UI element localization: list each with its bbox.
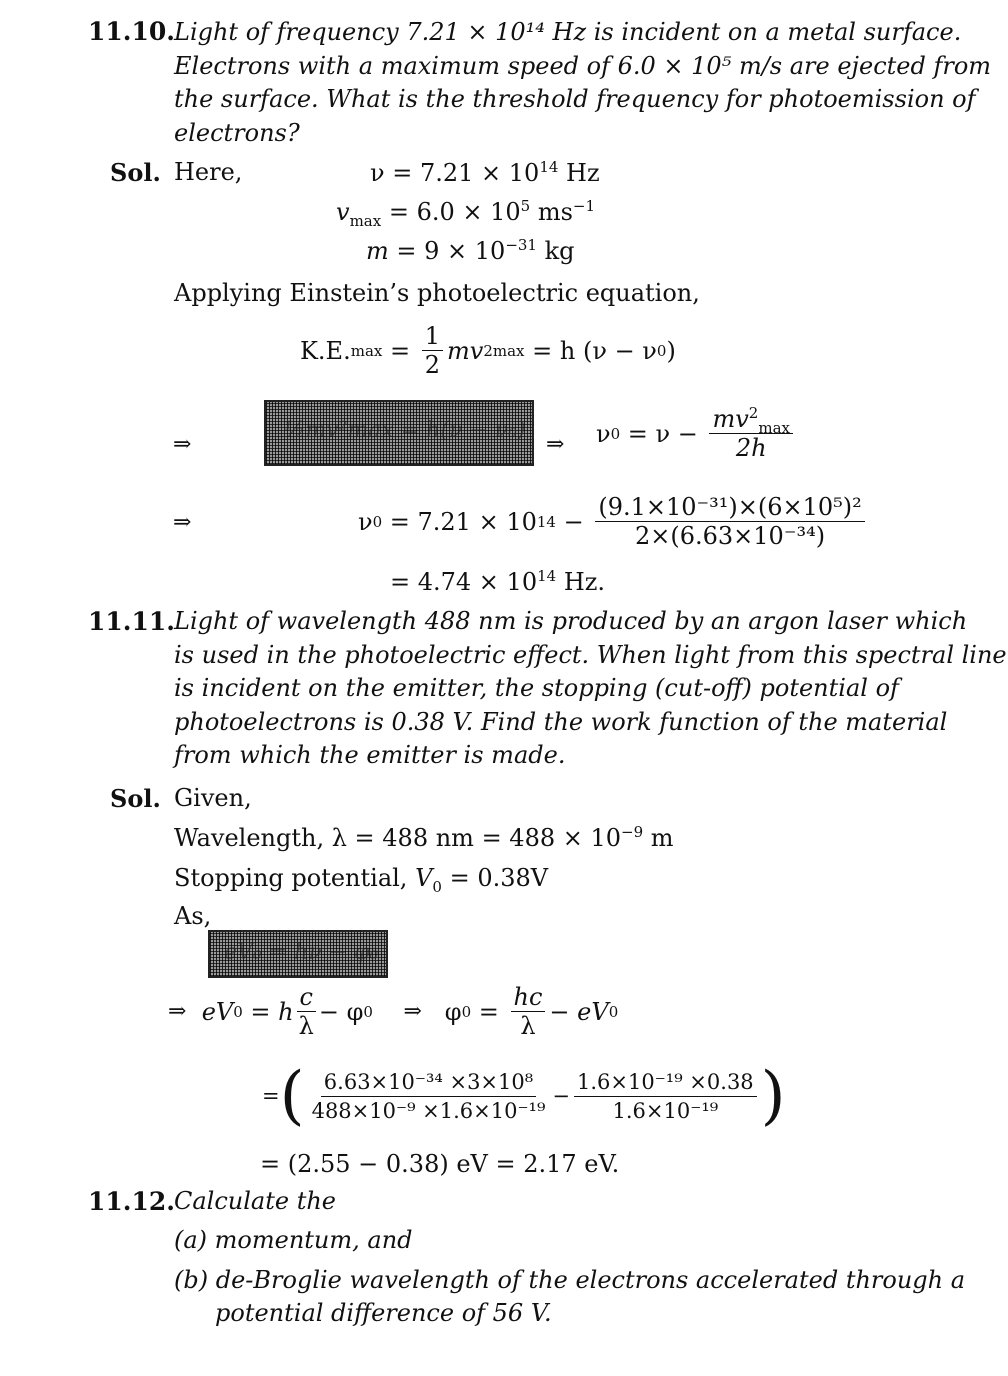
given-stopping-potential: Stopping potential, $V_0 = 0.38V$	[174, 864, 549, 896]
boxed-equation-highlight: ½mv²max = h(ν − ν₀)	[264, 400, 534, 466]
implies-arrow: ⇒	[173, 432, 192, 457]
solution-label: Sol.	[110, 784, 161, 813]
question-intro: Calculate the	[174, 1187, 337, 1215]
question-line: the surface. What is the threshold frequency for photoemission of	[174, 85, 976, 113]
question-part-b-cont: potential difference of 56 V.	[215, 1299, 552, 1327]
given-wavelength: Wavelength, λ = 488 nm = $488 \times 10^{-9}$ m	[174, 823, 674, 852]
question-line: is used in the photoelectric effect. When light from this spectral line	[174, 640, 1007, 669]
question-line: photoelectrons is 0.38 V. Find the work function of the material	[174, 707, 948, 736]
solution-intro: Here,	[174, 158, 243, 186]
question-line: electrons?	[174, 118, 300, 147]
threshold-frequency-result: = $4.74 \times 10^{14}$ Hz.	[390, 567, 606, 596]
question-line: Electrons with a maximum speed of 6.0 × 10⁵ m/s are ejected from	[174, 51, 992, 80]
solution-label: Sol.	[110, 158, 161, 187]
work-function-result: = (2.55 − 0.38) eV = 2.17 eV.	[260, 1150, 620, 1178]
applying-text: Applying Einstein’s photoelectric equation,	[174, 279, 700, 307]
work-function-equation: ⇒ eV 0 = h $\frac{c}{\lambda}$ − φ 0 ⇒ φ 0 = $\frac{hc}{\lambda}$ − eV 0	[168, 983, 619, 1040]
question-part-a: (a) momentum, and	[174, 1226, 413, 1254]
question-line: is incident on the emitter, the stopping (cut-off) potential of	[174, 674, 899, 702]
fraction-half: $\frac{1}{2}$	[422, 323, 443, 378]
question-text	[174, 605, 1007, 773]
question-line: from which the emitter is made.	[174, 741, 566, 769]
question-text	[174, 16, 991, 150]
boxed-equation-highlight: eV₀ = hν − φ₀	[208, 930, 388, 978]
given-vmax: $v_{max} = 6.0 \times 10^5$ $ms^{-1}$	[336, 197, 596, 230]
question-number: 11.11.	[88, 607, 175, 636]
question-number: 11.10.	[88, 17, 175, 46]
threshold-frequency-formula: ν 0 = ν − $\frac{mv^2_{max}}{2h}$	[596, 406, 797, 461]
work-function-substitution: = ( $\frac{\text{6.63×10⁻³⁴ ×3×10⁸}}{\text{488×10⁻⁹ ×1.6×10⁻¹⁹}}$ − $\frac{\text{1.6×10⁻¹⁹ ×0.38}}{\text{1.6×10⁻¹⁹}}$ )	[262, 1059, 786, 1133]
question-line: Light of wavelength 488 nm is produced by an argon laser which	[174, 607, 968, 635]
solution-intro: Given,	[174, 784, 252, 812]
implies-arrow: ⇒	[546, 432, 565, 457]
left-paren: (	[279, 1059, 305, 1133]
implies-arrow: ⇒	[173, 510, 192, 535]
question-line: Light of frequency 7.21 × 10¹⁴ Hz is incident on a metal surface.	[174, 18, 962, 46]
einstein-equation: K.E. max = $\frac{1}{2}$ mv 2 max = h (ν − ν 0 )	[300, 322, 676, 379]
right-paren: )	[760, 1059, 786, 1133]
given-mass: $m = 9 \times 10^{-31}$ kg	[366, 236, 575, 265]
given-frequency: $\nu = 7.21 \times 10^{14}$ Hz	[370, 158, 600, 187]
as-text: As,	[174, 902, 212, 930]
question-number: 11.12.	[88, 1187, 175, 1216]
threshold-frequency-substitution: ν 0 = 7.21 × 10 14 − $\frac{\text{(9.1×10⁻³¹)×(6×10⁵)²}}{\text{2×(6.63×10⁻³⁴)}}$	[358, 494, 869, 549]
question-part-b: (b) de-Broglie wavelength of the electrons accelerated through a	[174, 1266, 966, 1294]
